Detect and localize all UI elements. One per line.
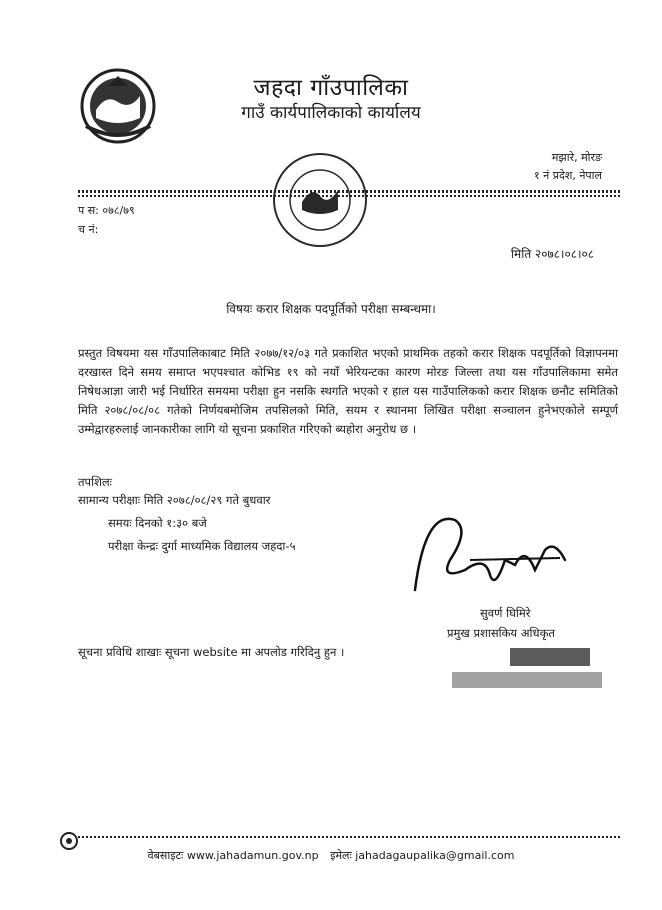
handwritten-signature <box>395 500 585 610</box>
header-divider-secondary <box>78 195 620 197</box>
address-line-2: १ नं प्रदेश, नेपाल <box>533 169 602 182</box>
footer-email: इमेलः jahadagaupalika@gmail.com <box>330 849 515 862</box>
schedule-exam: सामान्य परीक्षाः मिति २०७८/०८/२९ गते बुधवार <box>78 493 271 507</box>
letter-body: प्रस्तुत विषयमा यस गाँउपालिकाबाट मिति २०७७/१२/०३ गते प्रकाशित भएको प्राथमिक तहको करार शिक्षक पदपूर्तिको विज्ञापनमा दरखास्त दिने समय समाप्त भएपश्चात कोभिड १९ को नयाँ भेरियन्टका कारण मोरङ जिल्ला तथा यस गाँउपालिकामा समेत निषेधआज्ञा जारी भई निर्धारित समयमा परीक्षा हुन नसकि स्थगति भएको र हाल यस गाउँपालिकको करार शिक्षक छनौट समितिको मिति २०७८/०८/०८ गतेको निर्णयबमोजिम तपसिलको मिति, सयम र स्थानमा लिखित परीक्षा सञ्चालन हुनेभएकोले सम्पूर्ण उम्मेद्वारहरुलाई जानकारीका लागि यो सूचना प्रकाशित गरिएको ब्यहोरा अनुरोध छ । <box>78 346 618 436</box>
letter-date: मिति २०७८।०८।०८ <box>510 247 594 261</box>
signatory-name: सुवर्ण घिमिरे <box>480 606 531 620</box>
schedule-venue: परीक्षा केन्द्रः दुर्गा माध्यमिक विद्यालय जहदा-५ <box>108 539 296 553</box>
footer-website: वेबसाइटः www.jahadamun.gov.np <box>147 849 319 862</box>
schedule-time: समयः दिनको १:३० बजे <box>108 516 207 530</box>
office-title: जहदा गाँउपालिका <box>253 75 409 101</box>
schedule-label: तपशिलः <box>78 475 113 489</box>
footer-contact <box>0 848 662 863</box>
office-subtitle: गाउँ कार्यपालिकाको कार्यालय <box>241 103 421 123</box>
it-section-notice: सूचना प्रविधि शाखाः सूचना website मा अपलोड गरिदिनु हुन । <box>78 645 345 659</box>
dispatch-number: च नं: <box>78 223 99 236</box>
name-stamp <box>450 646 620 696</box>
office-seal-stamp <box>270 150 370 250</box>
address-line-1: मझारे, मोरङ <box>551 151 602 164</box>
footer-divider <box>78 836 620 838</box>
signatory-post: प्रमुख प्रशासकिय अधिकृत <box>447 626 555 640</box>
header-divider <box>78 190 620 193</box>
reference-number: प स: ०७८/७९ <box>78 204 135 217</box>
subject-line: विषयः करार शिक्षक पदपूर्तिको परीक्षा सम्बन्धमा। <box>226 302 436 316</box>
